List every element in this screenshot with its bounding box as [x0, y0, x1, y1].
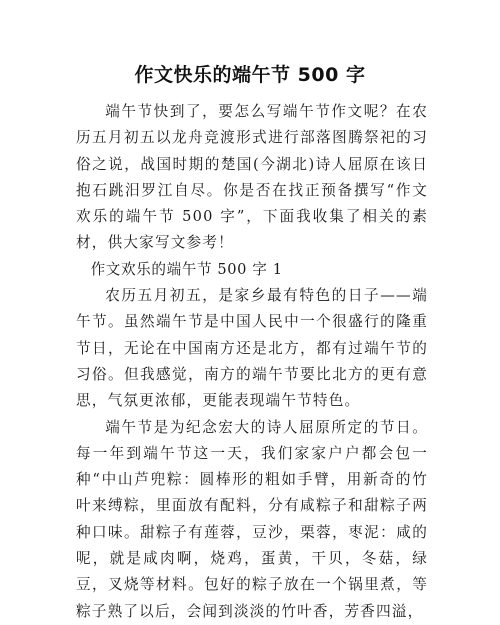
- intro-paragraph: 端午节快到了，要怎么写端午节作文呢？在农历五月初五以龙舟竞渡形式进行部落图腾祭祀的习俗之说，战国时期的楚国(今湖北)诗人屈原在该日抱石跳汨罗江自尽。你是否在找正预备撰写“作文欢乐的端午节 500 字”，下面我收集了相关的素材，供大家写文参考！: [76, 103, 428, 252]
- section-heading: 作文欢乐的端午节 500 字 1: [90, 260, 283, 278]
- body-paragraph-1: 农历五月初五，是家乡最有特色的日子——端午节。虽然端午节是中国人民中一个很盛行的隆重节日，无论在中国南方还是北方，都有过端午节的习俗。但我感觉，南方的端午节要比北方的更有意思，气氛更浓郁，更能表现端午节特色。: [76, 287, 428, 410]
- document-title: 作文快乐的端午节 500 字: [134, 64, 366, 86]
- body-paragraph-2: 端午节是为纪念宏大的诗人屈原所定的节日。每一年到端午节这一天，我们家家户户都会包一种“中山芦兜粽：圆棒形的粗如手臂，用新奇的竹叶来缚粽，里面放有配料，分有咸粽子和甜粽子两种口味。甜粽子有莲蓉，豆沙，栗蓉，枣泥：咸的呢，就是咸肉啊，烧鸡，蛋黄，干贝，冬菇，绿豆，叉烧等材料。包好的粽子放在一个锅里煮，等粽子熟了以后，会闻到淡淡的竹叶香，芳香四溢，: [76, 418, 428, 620]
- document-body: [76, 99, 428, 620]
